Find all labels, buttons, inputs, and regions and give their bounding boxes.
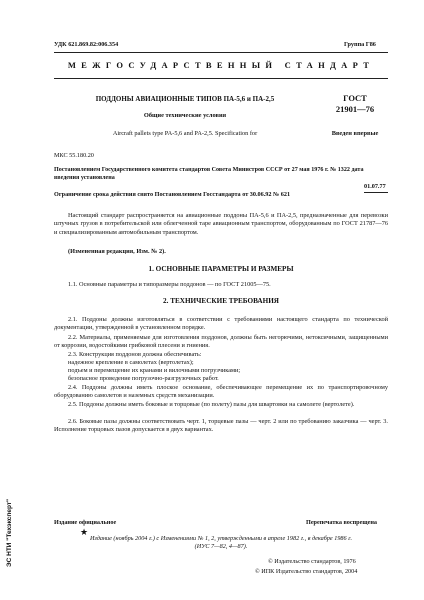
intro-paragraph: Настоящий стандарт распространяется на авиационные поддоны ПА-5,6 и ПА-2,5, предназначенные для перевозки штучных грузов в потребительской или облегченной таре авиационным транспортом, оборудованным по ГОСТ 21787—76 и специализированным автомобильным транспортом.: [54, 212, 388, 236]
standard-subtitle: Общие технические условия: [143, 112, 227, 119]
copyright-2004: © ИПК Издательство стандартов, 2004: [255, 568, 358, 575]
section2-heading: 2. ТЕХНИЧЕСКИЕ ТРЕБОВАНИЯ: [163, 297, 279, 305]
udc-code: УДК 621.869.82:006.354: [54, 41, 119, 48]
ius-note: (ИУС 7—82, 4—87).: [194, 543, 248, 550]
copyright-1976: © Издательство стандартов, 1976: [268, 558, 356, 565]
star-mark: ★: [80, 527, 89, 537]
gost-label: ГОСТ: [343, 93, 367, 103]
edition-note: Издание (ноябрь 2004 г.) с Изменениями № 1, 2, утвержденными в апреле 1982 г., в декабре 1986 г.: [89, 535, 353, 542]
section2-p22: 2.2. Материалы, применяемые для изготовления поддонов, должны быть негорючими, нетоксичными, защищенными от коррозии, водостойкими грибковой плесени и гниения.: [54, 334, 388, 350]
section2-p26: 2.6. Боковые пазы должны соответствовать черт. 1, торцевые пазы — черт. 2 или по требованию заказчика — черт. 3. Исполнение торцовых пазов допускается в двух вариантах.: [54, 418, 388, 434]
section1-p1: 1.1. Основные параметры и типоразмеры поддонов — по ГОСТ 21005—75.: [68, 281, 271, 288]
title-english: Aircraft pallets type PA-5,6 and PA-2,5. Specification for: [112, 130, 258, 137]
group-code: Группа Г86: [344, 41, 376, 48]
header-rule: [54, 52, 388, 53]
intro-edition-note: (Измененная редакция, Изм. № 2).: [68, 248, 166, 255]
introduced-first: Введен впервые: [331, 130, 379, 137]
section1-heading: 1. ОСНОВНЫЕ ПАРАМЕТРЫ И РАЗМЕРЫ: [148, 265, 294, 273]
side-watermark: ЭС НТИ "Техэксперт": [6, 498, 13, 567]
official-edition: Издание официальное: [54, 519, 117, 526]
decree-date: 01.07.77: [364, 183, 386, 190]
decree-text: Постановлением Государственного комитета стандартов Совета Министров СССР от 27 мая 1976 г. № 1322 дата введения установлена: [54, 167, 364, 181]
state-standard-banner: МЕЖГОСУДАРСТВЕННЫЙ СТАНДАРТ: [67, 60, 375, 70]
standard-title: ПОДДОНЫ АВИАЦИОННЫЕ ТИПОВ ПА-5,6 и ПА-2,5: [95, 95, 275, 103]
restriction-text: Ограничение срока действия снято Постановлением Госстандарта от 30.06.92 № 621: [54, 191, 291, 198]
section2-p23-item2: подъем и перемещение их кранами и вилочными погрузчиками;: [68, 367, 241, 374]
section2-p21: 2.1. Поддоны должны изготовляться в соответствии с требованиями настоящего стандарта по технической документации, утвержденной в установленном порядке.: [54, 316, 388, 332]
banner-rule: [54, 78, 388, 79]
section2-p23-item1: надежное крепление в самолетах (вертолетах);: [68, 359, 194, 366]
decree-date-underline: [364, 192, 388, 193]
section2-p23-item3: безопасное проведение погрузочно-разгрузочных работ.: [68, 375, 219, 382]
mks-code: МКС 55.180.20: [54, 152, 94, 159]
section2-p23: 2.3. Конструкция поддонов должна обеспечивать:: [68, 351, 202, 358]
reprint-prohibited: Перепечатка воспрещена: [306, 519, 377, 526]
section2-p25: 2.5. Поддоны должны иметь боковые и торцовые (по полету) пазы для швартовки на самолете (вертолете).: [68, 401, 355, 408]
gost-number: 21901—76: [335, 104, 375, 114]
section2-p24: 2.4. Поддоны должны иметь плоское основание, обеспечивающее перемещение их по транспортировочному оборудованию самолетов и наземных средств механизации.: [54, 384, 388, 400]
